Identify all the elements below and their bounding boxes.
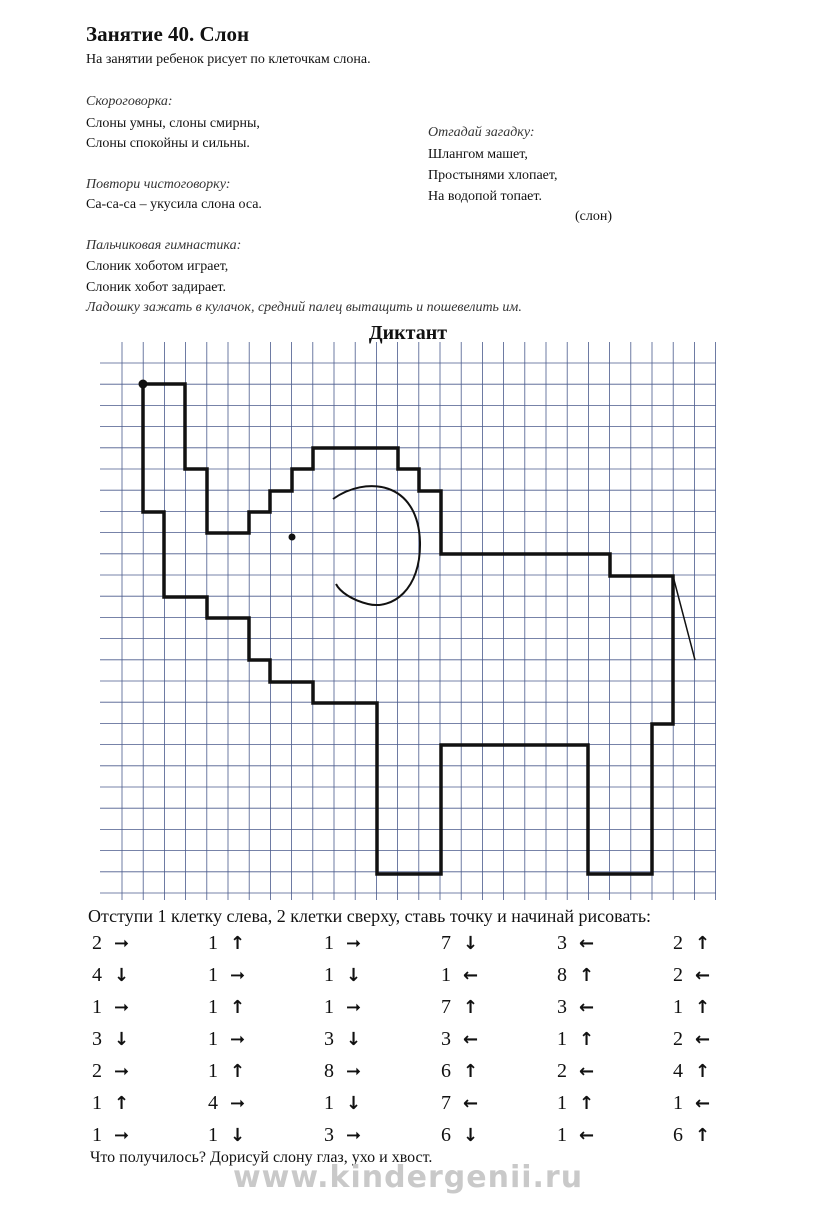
elephant-outline bbox=[143, 384, 673, 874]
command-step bbox=[673, 1090, 710, 1116]
riddle-label: Отгадай загадку: bbox=[428, 125, 535, 140]
finger-gym-line: Слоник хобот задирает. bbox=[86, 280, 226, 295]
step-count: 8 bbox=[324, 1059, 334, 1082]
command-step bbox=[208, 1090, 245, 1116]
command-step bbox=[324, 962, 361, 988]
arrow-up-icon: ↑ bbox=[579, 1092, 595, 1114]
riddle-line: Простынями хлопает, bbox=[428, 168, 558, 183]
finger-gym-line: Слоник хоботом играет, bbox=[86, 259, 229, 274]
command-step bbox=[208, 1026, 245, 1052]
tongue-twister-line: Слоны умны, слоны смирны, bbox=[86, 116, 260, 131]
command-step bbox=[441, 994, 478, 1020]
command-step bbox=[557, 1090, 594, 1116]
command-step bbox=[557, 1026, 594, 1052]
finger-gym-label: Пальчиковая гимнастика: bbox=[86, 238, 242, 253]
command-step bbox=[557, 962, 594, 988]
command-step bbox=[208, 962, 245, 988]
step-count: 1 bbox=[208, 931, 218, 954]
arrow-right-icon: ➞ bbox=[230, 964, 246, 986]
step-count: 1 bbox=[92, 1091, 102, 1114]
step-count: 4 bbox=[208, 1091, 218, 1114]
lesson-title: Занятие 40. Слон bbox=[86, 22, 250, 46]
start-dot bbox=[139, 380, 148, 389]
arrow-up-icon: ↑ bbox=[114, 1092, 130, 1114]
step-count: 7 bbox=[441, 931, 451, 954]
arrow-up-icon: ↑ bbox=[579, 964, 595, 986]
step-count: 1 bbox=[557, 1027, 567, 1050]
arrow-right-icon: ➞ bbox=[114, 1060, 130, 1082]
arrow-right-icon: ➞ bbox=[346, 996, 362, 1018]
arrow-right-icon: ➞ bbox=[114, 932, 130, 954]
command-step bbox=[557, 1122, 594, 1148]
step-count: 3 bbox=[441, 1027, 451, 1050]
step-count: 1 bbox=[557, 1123, 567, 1146]
arrow-up-icon: ↑ bbox=[579, 1028, 595, 1050]
command-step bbox=[441, 1026, 478, 1052]
command-step bbox=[673, 930, 710, 956]
command-step bbox=[324, 1026, 361, 1052]
pure-phrase-label: Повтори чистоговорку: bbox=[86, 177, 231, 192]
arrow-left-icon: ← bbox=[463, 1092, 479, 1114]
arrow-down-icon: ↓ bbox=[230, 1124, 246, 1146]
command-step bbox=[324, 930, 361, 956]
site-watermark: www.kindergenii.ru bbox=[232, 1160, 584, 1195]
tail bbox=[673, 576, 695, 660]
step-count: 8 bbox=[557, 963, 567, 986]
step-count: 1 bbox=[92, 1123, 102, 1146]
command-step bbox=[324, 994, 361, 1020]
arrow-right-icon: ➞ bbox=[230, 1092, 246, 1114]
command-step bbox=[441, 1090, 478, 1116]
dictation-heading: Диктант bbox=[368, 322, 448, 344]
final-question: Что получилось? Дорисуй слону глаз, ухо и хвост. bbox=[90, 1149, 433, 1166]
command-step bbox=[441, 1122, 478, 1148]
step-count: 6 bbox=[673, 1123, 683, 1146]
arrow-left-icon: ← bbox=[579, 1124, 595, 1146]
step-count: 6 bbox=[441, 1123, 451, 1146]
arrow-down-icon: ↓ bbox=[346, 964, 362, 986]
command-step bbox=[208, 1058, 245, 1084]
step-count: 3 bbox=[324, 1123, 334, 1146]
arrow-up-icon: ↑ bbox=[230, 1060, 246, 1082]
arrow-up-icon: ↑ bbox=[230, 996, 246, 1018]
arrow-right-icon: ➞ bbox=[346, 932, 362, 954]
arrow-up-icon: ↑ bbox=[463, 1060, 479, 1082]
arrow-up-icon: ↑ bbox=[695, 1124, 711, 1146]
step-count: 1 bbox=[208, 995, 218, 1018]
step-count: 1 bbox=[324, 963, 334, 986]
step-count: 1 bbox=[208, 1059, 218, 1082]
pure-phrase-line: Са-са-са – укусила слона оса. bbox=[86, 197, 262, 212]
command-step bbox=[557, 1058, 594, 1084]
tongue-twister-line: Слоны спокойны и сильны. bbox=[86, 136, 250, 151]
command-step bbox=[441, 962, 478, 988]
step-count: 1 bbox=[557, 1091, 567, 1114]
step-count: 3 bbox=[92, 1027, 102, 1050]
step-count: 1 bbox=[324, 931, 334, 954]
arrow-left-icon: ← bbox=[695, 1092, 711, 1114]
arrow-down-icon: ↓ bbox=[346, 1028, 362, 1050]
command-step bbox=[92, 930, 129, 956]
step-count: 1 bbox=[208, 963, 218, 986]
arrow-left-icon: ← bbox=[695, 1028, 711, 1050]
arrow-down-icon: ↓ bbox=[463, 1124, 479, 1146]
step-count: 2 bbox=[673, 963, 683, 986]
arrow-up-icon: ↑ bbox=[695, 996, 711, 1018]
command-step bbox=[441, 930, 478, 956]
command-step bbox=[324, 1122, 361, 1148]
dictation-instruction: Отступи 1 клетку слева, 2 клетки сверху, ставь точку и начинай рисовать: bbox=[88, 906, 652, 926]
command-step bbox=[92, 962, 129, 988]
arrow-up-icon: ↑ bbox=[463, 996, 479, 1018]
riddle-answer: (слон) bbox=[575, 209, 613, 224]
step-count: 1 bbox=[208, 1123, 218, 1146]
step-count: 2 bbox=[92, 931, 102, 954]
elephant-drawing bbox=[139, 380, 696, 875]
step-count: 4 bbox=[673, 1059, 683, 1082]
step-count: 2 bbox=[673, 1027, 683, 1050]
command-step bbox=[208, 930, 245, 956]
command-step bbox=[673, 1058, 710, 1084]
step-count: 1 bbox=[324, 995, 334, 1018]
command-step bbox=[441, 1058, 478, 1084]
command-step bbox=[92, 1122, 129, 1148]
step-count: 1 bbox=[673, 995, 683, 1018]
arrow-right-icon: ➞ bbox=[114, 1124, 130, 1146]
arrow-up-icon: ↑ bbox=[695, 1060, 711, 1082]
step-count: 1 bbox=[324, 1091, 334, 1114]
arrow-down-icon: ↓ bbox=[114, 1028, 130, 1050]
command-step bbox=[92, 1026, 129, 1052]
arrow-left-icon: ← bbox=[463, 1028, 479, 1050]
arrow-left-icon: ← bbox=[579, 1060, 595, 1082]
step-count: 6 bbox=[441, 1059, 451, 1082]
step-count: 1 bbox=[673, 1091, 683, 1114]
command-step bbox=[208, 994, 245, 1020]
arrow-up-icon: ↑ bbox=[695, 932, 711, 954]
step-count: 7 bbox=[441, 1091, 451, 1114]
lesson-intro: На занятии ребенок рисует по клеточкам слона. bbox=[86, 52, 371, 67]
arrow-left-icon: ← bbox=[579, 996, 595, 1018]
command-step bbox=[324, 1058, 361, 1084]
step-count: 1 bbox=[208, 1027, 218, 1050]
command-step bbox=[557, 994, 594, 1020]
riddle-line: На водопой топает. bbox=[428, 189, 542, 204]
eye bbox=[289, 534, 296, 541]
step-count: 4 bbox=[92, 963, 102, 986]
arrow-up-icon: ↑ bbox=[230, 932, 246, 954]
arrow-down-icon: ↓ bbox=[346, 1092, 362, 1114]
command-step bbox=[673, 1026, 710, 1052]
command-step bbox=[92, 994, 129, 1020]
arrow-right-icon: ➞ bbox=[346, 1060, 362, 1082]
command-step bbox=[92, 1090, 129, 1116]
arrow-right-icon: ➞ bbox=[114, 996, 130, 1018]
step-count: 3 bbox=[324, 1027, 334, 1050]
arrow-left-icon: ← bbox=[695, 964, 711, 986]
command-step bbox=[557, 930, 594, 956]
command-step bbox=[673, 962, 710, 988]
arrow-left-icon: ← bbox=[463, 964, 479, 986]
step-count: 2 bbox=[557, 1059, 567, 1082]
step-count: 1 bbox=[92, 995, 102, 1018]
arrow-left-icon: ← bbox=[579, 932, 595, 954]
arrow-right-icon: ➞ bbox=[346, 1124, 362, 1146]
tongue-twister-label: Скороговорка: bbox=[86, 94, 173, 109]
arrow-down-icon: ↓ bbox=[114, 964, 130, 986]
step-count: 3 bbox=[557, 931, 567, 954]
command-step bbox=[673, 1122, 710, 1148]
step-count: 3 bbox=[557, 995, 567, 1018]
step-count: 1 bbox=[441, 963, 451, 986]
command-step bbox=[673, 994, 710, 1020]
command-step bbox=[208, 1122, 245, 1148]
finger-gym-instruction: Ладошку зажать в кулачок, средний палец вытащить и пошевелить им. bbox=[86, 300, 522, 315]
step-count: 2 bbox=[673, 931, 683, 954]
command-step bbox=[324, 1090, 361, 1116]
step-count: 2 bbox=[92, 1059, 102, 1082]
command-step bbox=[92, 1058, 129, 1084]
riddle-line: Шлангом машет, bbox=[428, 147, 528, 162]
arrow-right-icon: ➞ bbox=[230, 1028, 246, 1050]
grid-lines bbox=[100, 342, 716, 900]
arrow-down-icon: ↓ bbox=[463, 932, 479, 954]
step-count: 7 bbox=[441, 995, 451, 1018]
